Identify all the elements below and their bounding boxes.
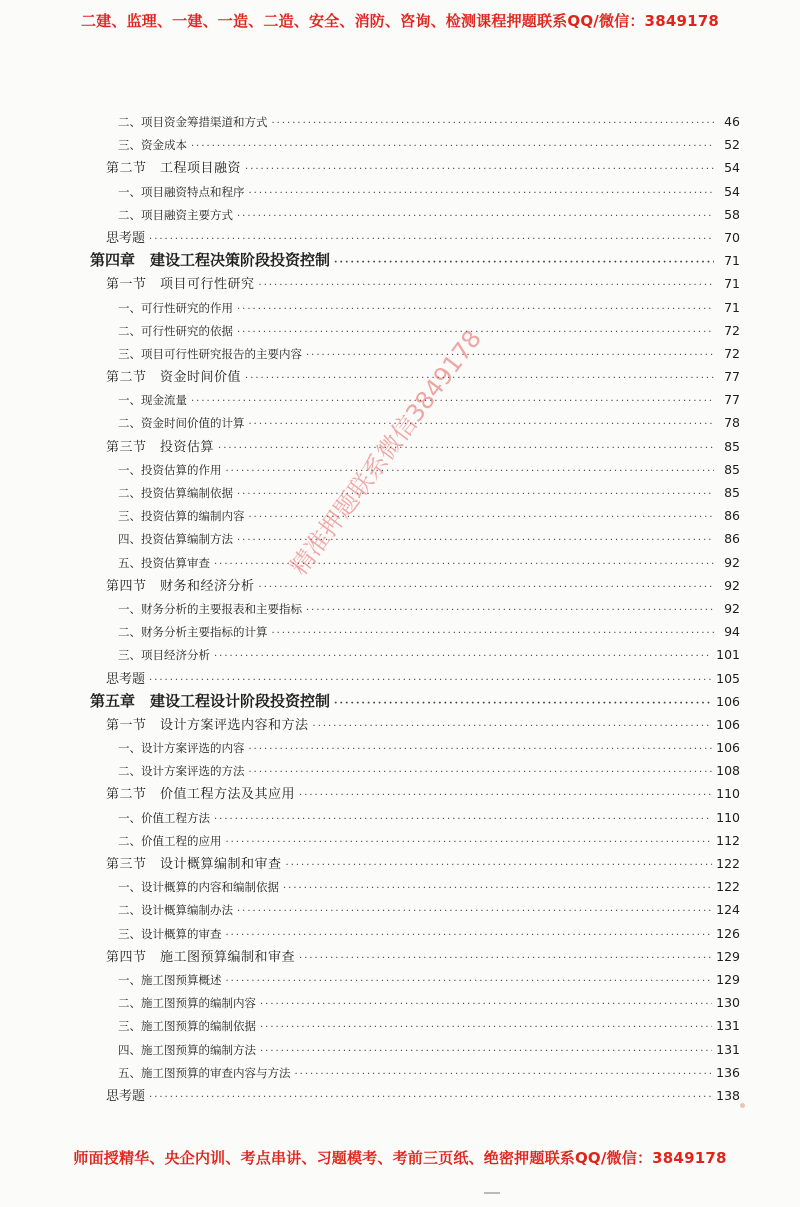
toc-page-number: 130 (716, 995, 740, 1011)
toc-entry-title: 三、投资估算的编制内容 (118, 509, 245, 524)
toc-entry-title: 思考题 (106, 1088, 146, 1104)
toc-leader-dots (299, 784, 712, 805)
toc-page-number: 85 (724, 485, 740, 500)
toc-page-number: 72 (724, 345, 740, 361)
toc-page-number: 70 (724, 229, 740, 245)
toc-entry-section[interactable] (90, 713, 740, 736)
toc-leader-dots (286, 854, 713, 875)
toc-entry-item[interactable] (90, 875, 740, 898)
toc-page-number: 77 (724, 369, 740, 385)
toc-entry-title: 第四节 财务和经济分析 (106, 578, 255, 594)
toc-page-number: 110 (716, 786, 740, 802)
toc-entry-item[interactable] (90, 319, 740, 342)
watermark-text: 精准押题联系微信3849178 (284, 324, 488, 581)
toc-leader-dots (237, 321, 714, 342)
toc-entry-title: 第四节 施工图预算编制和审查 (106, 949, 296, 965)
toc-entry-title: 三、项目可行性研究报告的主要内容 (118, 346, 302, 361)
toc-entry-title: 第五章 建设工程设计阶段投资控制 (90, 691, 331, 710)
toc-page-number: 72 (724, 322, 740, 338)
toc-entry-title: 二、财务分析主要指标的计算 (118, 625, 268, 640)
toc-entry-item[interactable] (90, 110, 740, 133)
toc-entry-section[interactable] (90, 365, 740, 388)
toc-entry-title: 一、价值工程方法 (118, 810, 210, 825)
toc-entry-title: 三、设计概算的审查 (118, 926, 222, 941)
toc-entry-item[interactable] (90, 829, 740, 852)
toc-page-number: 78 (724, 415, 740, 431)
toc-entry-think[interactable] (90, 1084, 740, 1107)
toc-page-number: 71 (724, 299, 740, 315)
toc-page-number: 54 (724, 160, 740, 176)
toc-leader-dots (249, 506, 715, 527)
toc-page-number: 106 (716, 740, 740, 756)
toc-page-number: 138 (716, 1087, 740, 1103)
toc-page-number: 71 (724, 276, 740, 292)
toc-entry-item[interactable] (90, 643, 740, 666)
toc-entry-title: 第二节 工程项目融资 (106, 161, 242, 177)
toc-page-number: 126 (716, 925, 740, 941)
toc-entry-title: 二、投资估算编制依据 (118, 486, 233, 500)
toc-entry-title: 第二节 资金时间价值 (106, 370, 242, 386)
toc-entry-title: 一、财务分析的主要报表和主要指标 (118, 601, 302, 616)
toc-page-number: 94 (724, 624, 740, 640)
toc-entry-title: 三、项目经济分析 (118, 648, 210, 663)
toc-entry-title: 五、投资估算审查 (118, 555, 210, 570)
toc-leader-dots (306, 344, 714, 365)
toc-entry-title: 一、投资估算的作用 (118, 462, 222, 477)
toc-leader-dots (249, 182, 715, 203)
toc-page-number: 129 (716, 971, 740, 987)
toc-entry-title: 三、资金成本 (118, 138, 187, 153)
toc-page-number: 101 (716, 647, 740, 663)
toc-entry-item[interactable] (90, 1061, 740, 1084)
toc-entry-item[interactable] (90, 898, 740, 921)
toc-leader-dots (299, 947, 712, 968)
toc-entry-section[interactable] (90, 852, 740, 875)
toc-leader-dots (218, 437, 714, 458)
toc-page-number: 54 (724, 183, 740, 199)
toc-page-number: 110 (716, 809, 740, 825)
toc-entry-title: 三、施工图预算的编制依据 (118, 1019, 256, 1034)
toc-leader-dots (237, 900, 712, 921)
toc-leader-dots (237, 298, 714, 319)
toc-entry-title: 第四章 建设工程决策阶段投资控制 (90, 251, 331, 270)
toc-entry-item[interactable] (90, 203, 740, 226)
toc-leader-dots (226, 970, 713, 991)
toc-entry-chapter[interactable] (90, 690, 740, 713)
toc-entry-title: 第二节 价值工程方法及其应用 (106, 787, 296, 803)
toc-entry-title: 二、设计方案评选的方法 (118, 764, 245, 779)
toc-page-number: 129 (716, 948, 740, 964)
toc-entry-title: 一、可行性研究的作用 (118, 300, 233, 315)
toc-leader-dots (149, 1086, 712, 1107)
toc-entry-title: 第一节 项目可行性研究 (106, 277, 255, 293)
toc-entry-item[interactable] (90, 922, 740, 945)
toc-entry-item[interactable] (90, 968, 740, 991)
toc-leader-dots (226, 831, 713, 852)
toc-entry-think[interactable] (90, 226, 740, 249)
toc-leader-dots (334, 251, 714, 272)
toc-entry-item[interactable] (90, 504, 740, 527)
toc-entry-item[interactable] (90, 458, 740, 481)
toc-entry-title: 第三节 设计概算编制和审查 (106, 857, 282, 872)
toc-page-number: 92 (724, 600, 740, 616)
toc-page-number: 122 (716, 856, 740, 871)
toc-leader-dots (334, 692, 712, 713)
toc-leader-dots (226, 460, 715, 481)
toc-entry-item[interactable] (90, 597, 740, 620)
toc-entry-title: 二、项目融资主要方式 (118, 207, 233, 222)
toc-entry-section[interactable] (90, 574, 740, 597)
toc-page-number: 112 (716, 832, 740, 848)
toc-entry-item[interactable] (90, 620, 740, 643)
toc-leader-dots (313, 715, 713, 736)
toc-leader-dots (149, 669, 712, 690)
toc-entry-section[interactable] (90, 435, 740, 458)
toc-page-number: 86 (724, 508, 740, 524)
toc-entry-title: 一、设计方案评选的内容 (118, 741, 245, 756)
toc-leader-dots (272, 112, 715, 133)
toc-entry-item[interactable] (90, 551, 740, 574)
toc-page-number: 105 (716, 670, 740, 686)
toc-page-number: 122 (716, 879, 740, 895)
toc-entry-item[interactable] (90, 388, 740, 411)
toc-leader-dots (226, 924, 713, 945)
toc-page-number: 108 (716, 763, 740, 779)
toc-entry-item[interactable] (90, 991, 740, 1014)
top-banner: 二建、监理、一建、一造、二造、安全、消防、咨询、检测课程押题联系QQ/微信：3849178 (80, 12, 720, 30)
toc-page-number: 77 (724, 392, 740, 408)
toc-entry-item[interactable] (90, 296, 740, 319)
toc-entry-title: 四、施工图预算的编制方法 (118, 1042, 256, 1057)
toc-entry-think[interactable] (90, 667, 740, 690)
toc-entry-title: 二、价值工程的应用 (118, 833, 222, 848)
bottom-banner: 师面授精华、央企内训、考点串讲、习题模考、考前三页纸、绝密押题联系QQ/微信：3849178 (73, 1149, 727, 1167)
toc-page-number: 46 (724, 114, 740, 129)
toc-leader-dots (237, 483, 714, 504)
toc-entry-item[interactable] (90, 1014, 740, 1037)
toc-entry-title: 五、施工图预算的审查内容与方法 (118, 1065, 291, 1080)
toc-entry-item[interactable] (90, 342, 740, 365)
toc-page-number: 106 (716, 693, 740, 709)
toc-entry-title: 一、施工图预算概述 (118, 972, 222, 987)
toc-leader-dots (237, 205, 714, 226)
toc-entry-title: 二、施工图预算的编制内容 (118, 996, 256, 1011)
toc-leader-dots (245, 158, 714, 179)
toc-entry-chapter[interactable] (90, 249, 740, 272)
toc-entry-section[interactable] (90, 945, 740, 968)
toc-entry-title: 一、项目融资特点和程序 (118, 184, 245, 199)
toc-leader-dots (214, 808, 712, 829)
toc-leader-dots (259, 576, 714, 597)
toc-leader-dots (191, 135, 714, 156)
toc-leader-dots (214, 645, 712, 666)
toc-page-number: 136 (716, 1064, 740, 1080)
toc-entry-title: 一、现金流量 (118, 393, 187, 408)
toc-leader-dots (249, 413, 715, 434)
toc-page-number: 86 (724, 531, 740, 547)
toc-page-number: 85 (724, 461, 740, 477)
toc-entry-section[interactable] (90, 782, 740, 805)
toc-entry-title: 四、投资估算编制方法 (118, 532, 233, 547)
toc-page-number: 85 (724, 438, 740, 454)
toc-leader-dots (191, 390, 714, 411)
toc-entry-item[interactable] (90, 736, 740, 759)
toc-page-number: 58 (724, 206, 740, 222)
toc-leader-dots (283, 877, 712, 898)
toc-entry-title: 二、可行性研究的依据 (118, 323, 233, 338)
toc-page-number: 52 (724, 137, 740, 153)
toc-entry-title: 二、设计概算编制办法 (118, 903, 233, 918)
toc-entry-title: 一、设计概算的内容和编制依据 (118, 880, 279, 895)
toc-page-number: 92 (724, 554, 740, 570)
toc-leader-dots (260, 993, 712, 1014)
toc-entry-title: 第三节 投资估算 (106, 439, 215, 455)
toc-page-number: 71 (724, 253, 740, 269)
toc-page-number: 124 (716, 902, 740, 918)
table-of-contents (90, 110, 740, 1107)
toc-leader-dots (149, 228, 714, 249)
toc-entry-item[interactable] (90, 133, 740, 156)
toc-entry-title: 思考题 (106, 671, 146, 687)
toc-leader-dots (260, 1016, 712, 1037)
toc-entry-item[interactable] (90, 527, 740, 550)
toc-entry-section[interactable] (90, 272, 740, 295)
toc-page-number: 131 (716, 1041, 740, 1057)
toc-page-number: 92 (724, 577, 740, 593)
toc-entry-title: 二、资金时间价值的计算 (118, 416, 245, 431)
toc-entry-item[interactable] (90, 806, 740, 829)
toc-page-number: 106 (716, 716, 740, 732)
toc-leader-dots (260, 1040, 712, 1061)
toc-entry-title: 第一节 设计方案评选内容和方法 (106, 717, 309, 733)
toc-entry-item[interactable] (90, 481, 740, 504)
toc-entry-title: 二、项目资金筹措渠道和方式 (118, 115, 268, 129)
toc-leader-dots (214, 553, 714, 574)
toc-leader-dots (249, 738, 713, 759)
decorative-dot (740, 1103, 745, 1108)
toc-leader-dots (259, 274, 714, 295)
toc-leader-dots (306, 599, 714, 620)
toc-entry-item[interactable] (90, 180, 740, 203)
toc-entry-title: 思考题 (106, 230, 146, 246)
toc-page-number: 131 (716, 1018, 740, 1034)
toc-entry-item[interactable] (90, 411, 740, 434)
toc-leader-dots (237, 529, 714, 550)
toc-leader-dots (249, 761, 713, 782)
toc-leader-dots (272, 622, 715, 643)
toc-entry-section[interactable] (90, 156, 740, 179)
toc-leader-dots (295, 1063, 713, 1084)
toc-entry-item[interactable] (90, 1038, 740, 1061)
page-footer-mark (484, 1192, 500, 1194)
toc-entry-item[interactable] (90, 759, 740, 782)
toc-leader-dots (245, 367, 714, 388)
